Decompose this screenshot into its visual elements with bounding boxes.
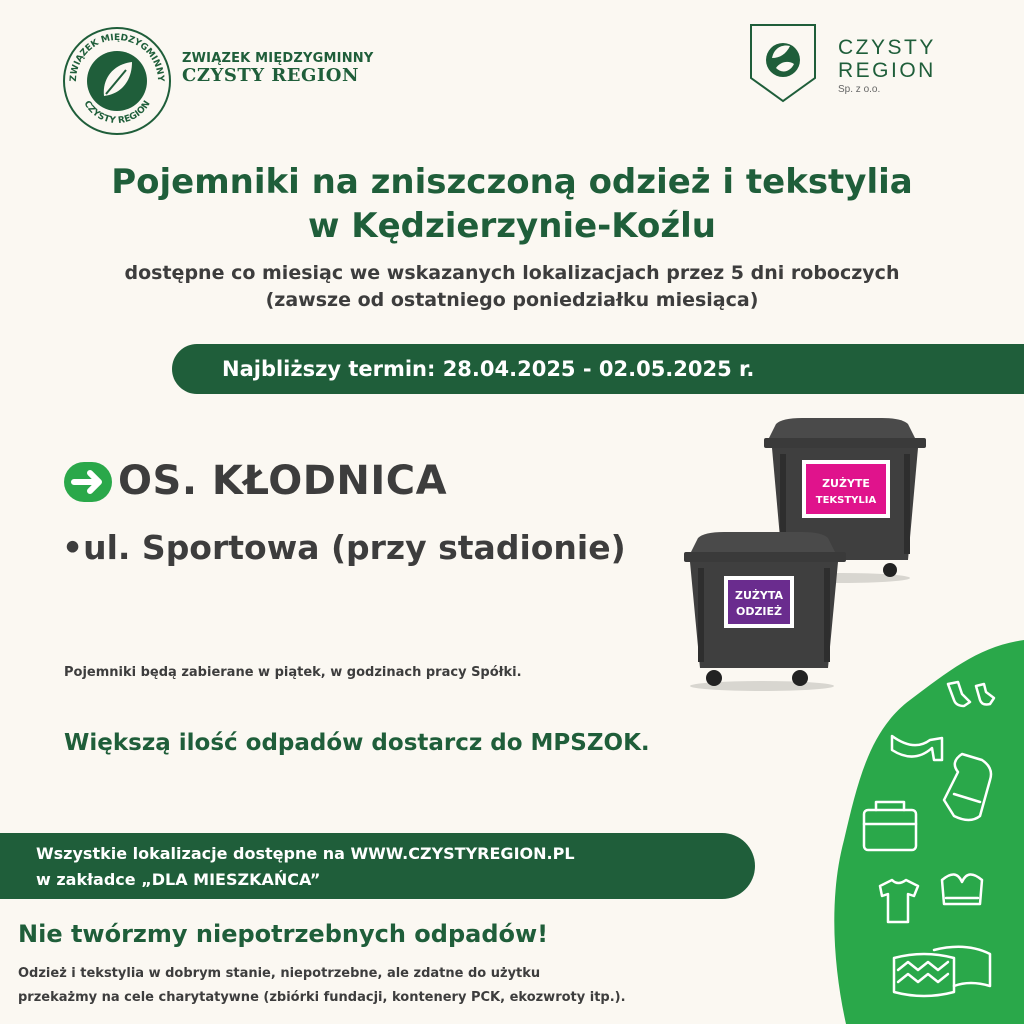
company-suffix: Sp. z o.o. <box>838 84 881 96</box>
right-arrow-icon <box>64 462 112 502</box>
date-bar: Najbliższy termin: 28.04.2025 - 02.05.2025 r. <box>172 344 1024 394</box>
charity-note <box>18 962 626 1010</box>
company-name-line2: REGION <box>838 59 936 83</box>
seal-text-top: ZWIĄZEK MIĘDZYGMINNY <box>68 32 166 82</box>
title-line2: w Kędzierzynie-Koźlu <box>308 206 716 246</box>
seal-text-bottom: CZYSTY REGION <box>81 99 153 127</box>
charity-line2: przekażmy na cele charytatywne (zbiórki fundacji, kontenery PCK, ekozwroty itp.). <box>18 990 626 1005</box>
shield-leaf-icon <box>748 22 818 104</box>
page-subtitle <box>0 260 1024 314</box>
union-seal-logo <box>62 26 172 136</box>
info-line2: w zakładce „DLA MIESZKAŃCA” <box>36 870 321 889</box>
pickup-note: Pojemniki będą zabierane w piątek, w godzinach pracy Spółki. <box>64 665 522 680</box>
clothing-icons-blob <box>830 640 1024 1024</box>
district-name: OS. KŁODNICA <box>118 458 448 504</box>
textiles-label-line1: ZUŻYTE <box>822 477 870 490</box>
mpszok-note: Większą ilość odpadów dostarcz do MPSZOK. <box>64 730 650 756</box>
subtitle-line2: (zawsze od ostatniego poniedziałku miesiąca) <box>265 289 759 311</box>
street-address: •ul. Sportowa (przy stadionie) <box>62 528 626 567</box>
union-name <box>182 52 373 86</box>
clothes-label-line2: ODZIEŻ <box>735 605 783 618</box>
clothes-label-line1: ZUŻYTA <box>734 589 784 602</box>
textiles-label-line2: TEKSTYLIA <box>815 495 877 506</box>
company-name <box>838 36 936 95</box>
info-bar <box>0 833 755 899</box>
title-line1: Pojemniki na zniszczoną odzież i tekstylia <box>111 162 913 202</box>
clothes-bin <box>684 532 846 691</box>
subtitle-line1: dostępne co miesiąc we wskazanych lokalizacjach przez 5 dni roboczych <box>124 262 900 284</box>
company-name-line1: CZYSTY <box>838 36 936 59</box>
slogan: Nie twórzmy niepotrzebnych odpadów! <box>18 920 549 948</box>
union-name-line2: CZYSTY REGION <box>182 65 359 87</box>
info-line1: Wszystkie lokalizacje dostępne na WWW.CZYSTYREGION.PL <box>36 844 575 863</box>
page-title <box>0 160 1024 248</box>
charity-line1: Odzież i tekstylia w dobrym stanie, niepotrzebne, ale zdatne do użytku <box>18 966 541 981</box>
union-name-line1: ZWIĄZEK MIĘDZYGMINNY <box>182 51 374 66</box>
